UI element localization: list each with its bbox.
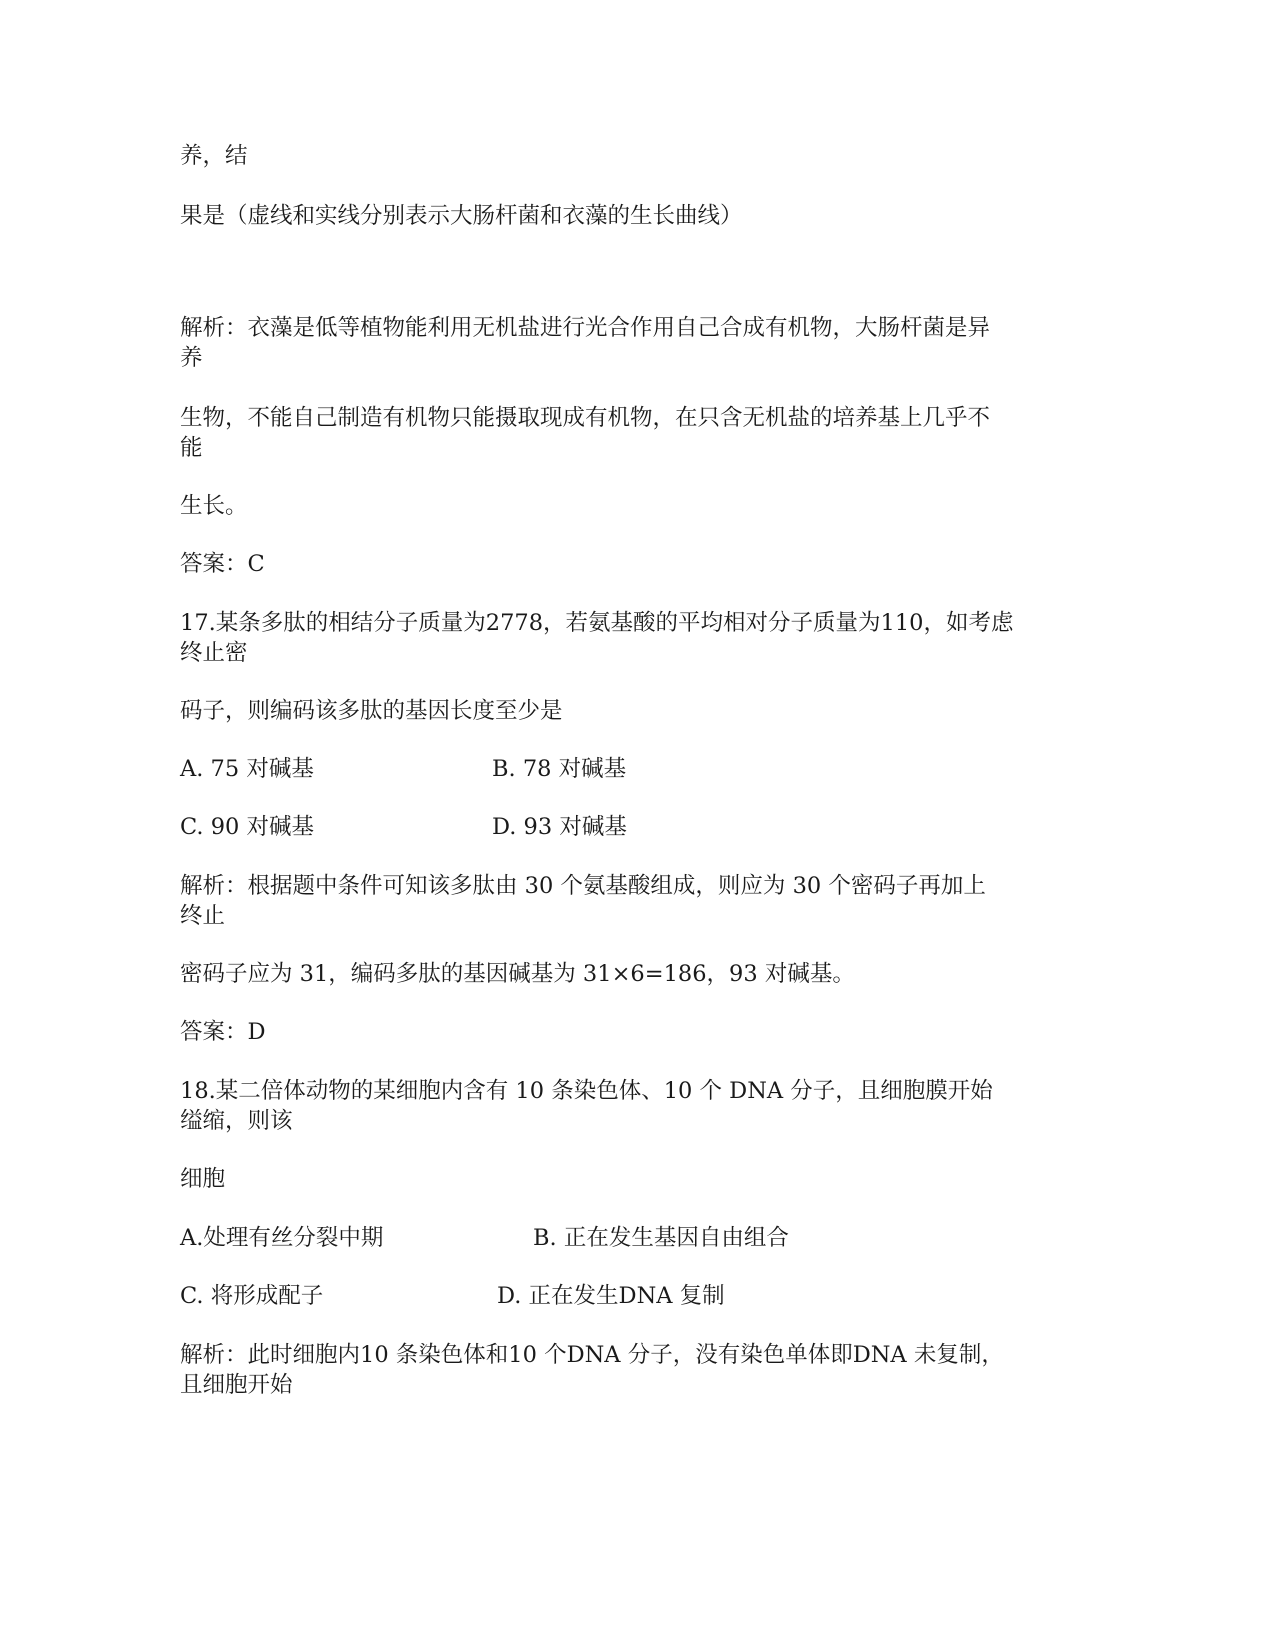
- text-line: 码子，则编码该多肽的基因长度至少是: [180, 698, 563, 724]
- q17-option-c: C. 90 对碱基: [180, 814, 315, 840]
- text-line: 生长。: [180, 493, 248, 519]
- text-line: 细胞: [180, 1166, 226, 1192]
- text-line: 能: [180, 435, 203, 461]
- analysis-16: 解析：衣藻是低等植物能利用无机盐进行光合作用自己合成有机物，大肠杆菌是异: [180, 315, 991, 341]
- q18-option-a: A.处理有丝分裂中期: [180, 1225, 384, 1251]
- q17-option-a: A. 75 对碱基: [180, 756, 314, 782]
- question-18: 18.某二倍体动物的某细胞内含有 10 条染色体、10 个 DNA 分子，且细胞膜开始: [180, 1078, 993, 1104]
- q18-option-d: D. 正在发生DNA 复制: [497, 1283, 725, 1309]
- analysis-17: 解析：根据题中条件可知该多肽由 30 个氨基酸组成，则应为 30 个密码子再加上: [180, 873, 986, 899]
- q18-option-c: C. 将形成配子: [180, 1283, 324, 1309]
- text-line: 生物，不能自己制造有机物只能摄取现成有机物，在只含无机盐的培养基上几乎不: [180, 405, 991, 431]
- text-line: 养，结: [180, 143, 248, 169]
- text-line: 终止: [180, 903, 226, 929]
- answer-17: 答案：D: [180, 1019, 266, 1045]
- analysis-18: 解析：此时细胞内10 条染色体和10 个DNA 分子，没有染色单体即DNA 未复制，: [180, 1342, 1004, 1368]
- question-17: 17.某条多肽的相结分子质量为2778，若氨基酸的平均相对分子质量为110，如考虑: [180, 610, 1014, 636]
- q18-option-b: B. 正在发生基因自由组合: [533, 1225, 789, 1251]
- text-line: 果是（虚线和实线分别表示大肠杆菌和衣藻的生长曲线）: [180, 203, 743, 229]
- answer-16: 答案：C: [180, 551, 265, 577]
- text-line: 养: [180, 345, 203, 371]
- q17-option-b: B. 78 对碱基: [492, 756, 627, 782]
- text-line: 终止密: [180, 640, 248, 666]
- text-line: 密码子应为 31，编码多肽的基因碱基为 31×6=186，93 对碱基。: [180, 961, 855, 987]
- text-line: 缢缩，则该: [180, 1108, 293, 1134]
- text-line: 且细胞开始: [180, 1372, 293, 1398]
- q17-option-d: D. 93 对碱基: [492, 814, 627, 840]
